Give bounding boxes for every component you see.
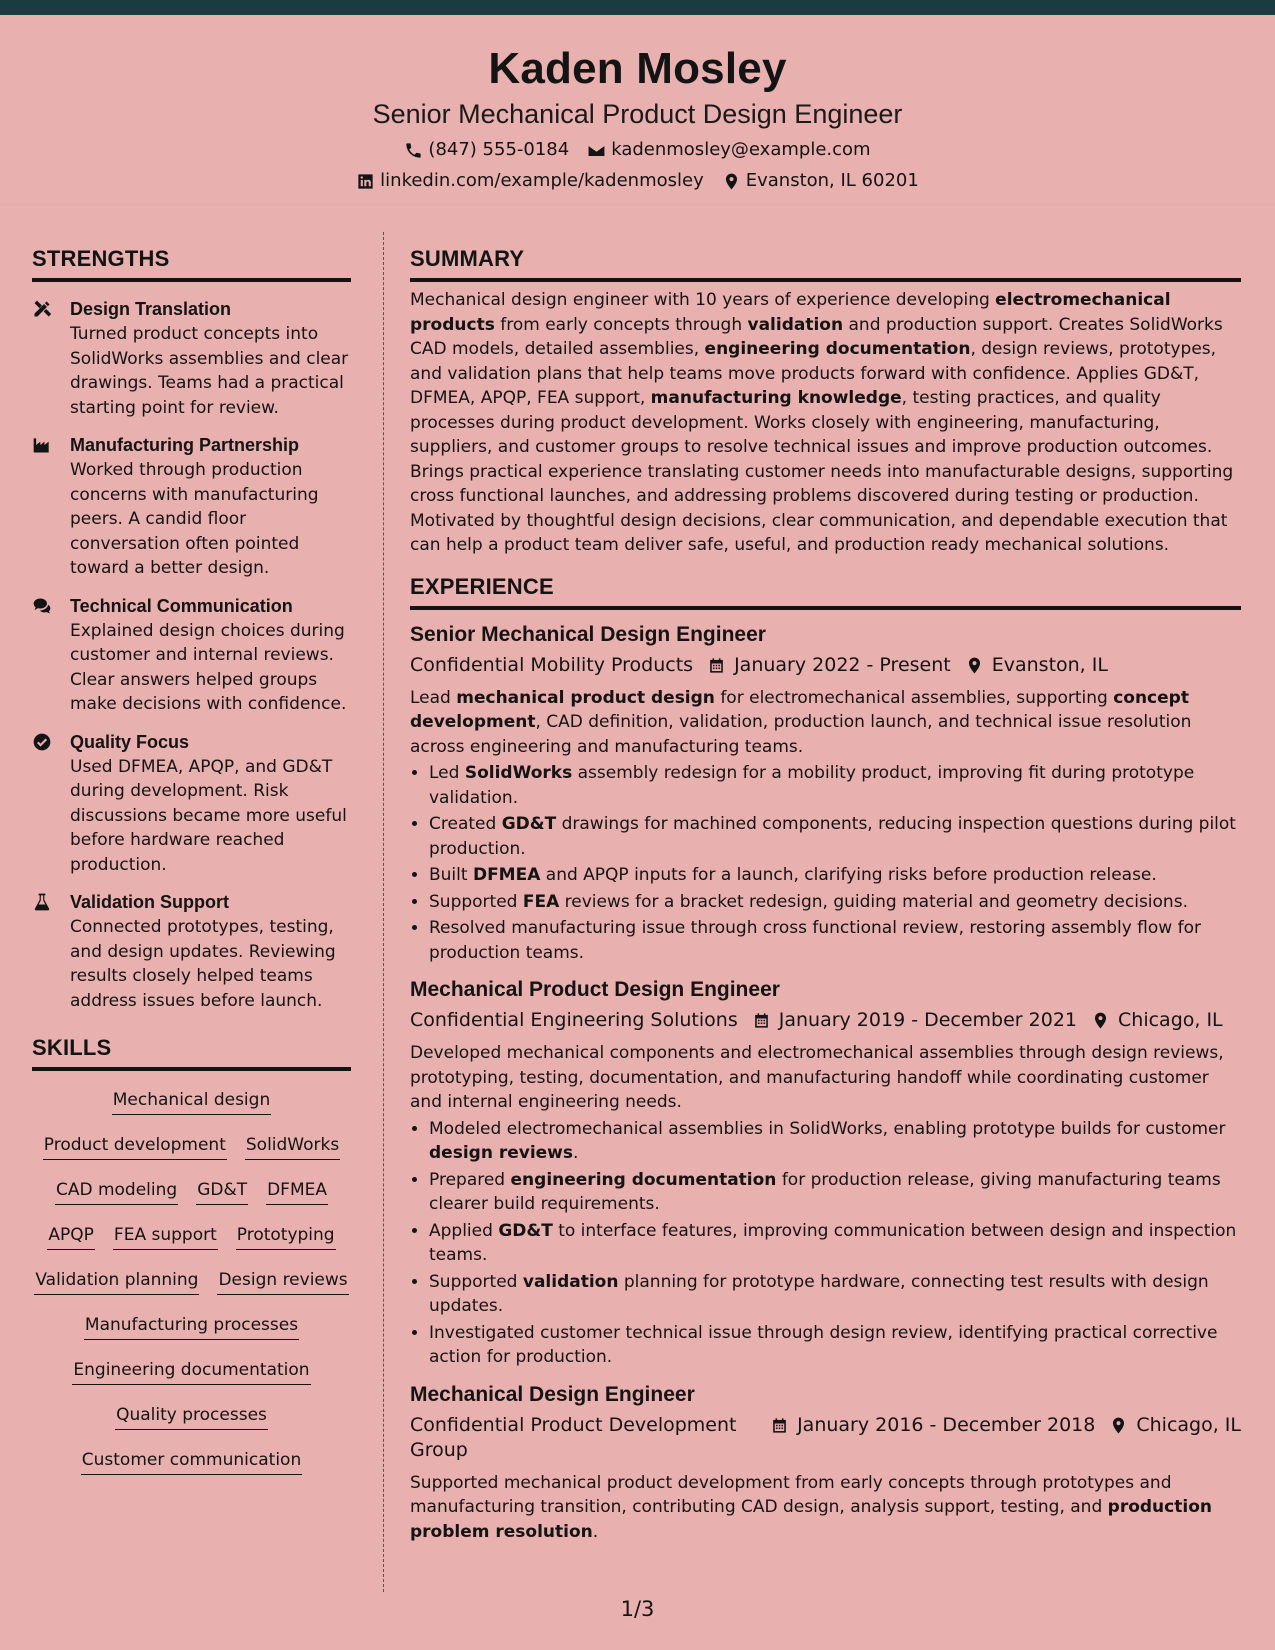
industry-icon <box>32 435 52 455</box>
candidate-name: Kaden Mosley <box>488 44 787 93</box>
skill-tag: Validation planning <box>34 1268 199 1295</box>
skill-row <box>32 1259 351 1304</box>
job-bullets <box>410 761 1241 965</box>
job-title: Senior Mechanical Design Engineer <box>410 622 766 646</box>
job-bullet: • Supported validation planning for prototype hardware, connecting test results with design updates. <box>429 1270 1241 1319</box>
skill-tag: Manufacturing processes <box>84 1313 299 1340</box>
job-title: Mechanical Product Design Engineer <box>410 978 780 1001</box>
skill-tag: Engineering documentation <box>72 1358 310 1385</box>
strength-icon-wrap <box>32 296 58 420</box>
skill-tag: Product development <box>43 1133 227 1160</box>
check-circle-icon <box>32 732 52 752</box>
map-pin-icon <box>722 172 741 191</box>
experience-heading: EXPERIENCE <box>410 572 1241 610</box>
skill-tag: Quality processes <box>115 1403 268 1430</box>
skill-row <box>32 1079 351 1124</box>
top-accent-bar <box>0 0 1275 15</box>
linkedin-text: linkedin.com/example/kadenmosley <box>380 170 704 191</box>
email-text: kadenmosley@example.com <box>611 139 871 160</box>
map-pin-icon <box>965 656 984 675</box>
skills-list <box>32 1079 351 1484</box>
strength-body <box>70 296 351 420</box>
job-bullets <box>410 1117 1241 1370</box>
resume-header <box>0 15 1275 205</box>
strength-body <box>70 729 351 878</box>
flask-icon <box>32 892 52 912</box>
jobs-list <box>410 620 1241 1545</box>
calendar-icon <box>752 1011 771 1030</box>
strength-name: Validation Support <box>70 892 230 912</box>
strength-item <box>32 296 351 420</box>
job-dates-text: January 2016 - December 2018 <box>797 1413 1096 1436</box>
job-location-text: Chicago, IL <box>1118 1009 1223 1031</box>
skill-tag: CAD modeling <box>55 1178 178 1205</box>
strength-body <box>70 593 351 717</box>
skill-tag: APQP <box>47 1223 95 1250</box>
pencil-ruler-icon <box>32 299 52 319</box>
strength-desc: Explained design choices during customer and internal reviews. Clear answers helped groups make decisions with confidence. <box>70 620 347 714</box>
skill-tag: DFMEA <box>266 1178 328 1205</box>
strength-icon-wrap <box>32 889 58 1013</box>
job-dates-text: January 2019 - December 2021 <box>778 1009 1078 1031</box>
skill-tag: GD&T <box>196 1178 248 1205</box>
calendar-icon <box>770 1416 789 1435</box>
job-entry <box>410 975 1241 1370</box>
job-description: Developed mechanical components and electromechanical assemblies through design reviews, prototyping, testing, documentation, and manufacturing handoff while coordinating customer and internal engineering needs. <box>410 1043 1224 1112</box>
job-location <box>965 653 1108 678</box>
job-meta <box>410 653 1241 678</box>
phone-text: (847) 555-0184 <box>428 139 570 160</box>
skill-tag: Design reviews <box>217 1268 348 1295</box>
skill-tag: SolidWorks <box>245 1133 340 1160</box>
strengths-list <box>32 296 351 1013</box>
job-bullet: • Applied GD&T to interface features, improving communication between design and inspection teams. <box>429 1219 1241 1268</box>
skill-row <box>32 1169 351 1214</box>
strength-desc: Connected prototypes, testing, and design updates. Reviewing results closely helped teams address issues before launch. <box>70 917 336 1011</box>
comments-icon <box>32 596 52 616</box>
strength-name: Manufacturing Partnership <box>70 435 300 455</box>
job-entry <box>410 620 1241 966</box>
map-pin-icon <box>1109 1416 1128 1435</box>
job-bullet: • Built DFMEA and APQP inputs for a launch, clarifying risks before production release. <box>429 863 1241 888</box>
map-pin-icon <box>1091 1011 1110 1030</box>
job-bullet: • Supported FEA reviews for a bracket redesign, guiding material and geometry decisions. <box>429 890 1241 915</box>
job-dates <box>752 1008 1077 1033</box>
job-dates <box>770 1413 1095 1438</box>
job-company: Confidential Engineering Solutions <box>410 1009 738 1031</box>
job-location <box>1109 1413 1241 1438</box>
job-description: Lead mechanical product design for electromechanical assemblies, supporting concept development, CAD definition, validation, production launch, and technical issue resolution across engineering and manufacturing teams. <box>410 687 1192 757</box>
job-location-text: Chicago, IL <box>1136 1413 1241 1436</box>
job-meta <box>410 1413 1241 1463</box>
job-location-text: Evanston, IL <box>991 653 1108 676</box>
job-dates <box>707 653 951 678</box>
strength-body <box>70 889 351 1013</box>
job-bullet: • Created GD&T drawings for machined components, reducing inspection questions during pilot production. <box>429 812 1241 861</box>
skills-heading: SKILLS <box>32 1033 351 1071</box>
skill-tag: FEA support <box>113 1223 218 1250</box>
contact-row-2 <box>0 168 1275 194</box>
job-bullet: • Modeled electromechanical assemblies in SolidWorks, enabling prototype builds for customer design reviews. <box>429 1117 1241 1166</box>
job-bullet: • Investigated customer technical issue through design review, identifying practical corrective action for production. <box>429 1321 1241 1370</box>
job-entry <box>410 1380 1241 1545</box>
location-text: Evanston, IL 60201 <box>745 170 919 191</box>
location-contact <box>722 168 919 194</box>
page-number: 1/3 <box>620 1597 655 1621</box>
strength-body <box>70 432 351 581</box>
summary-heading: SUMMARY <box>410 244 1241 282</box>
job-description: Supported mechanical product development from early concepts through prototypes and manufacturing transition, contributing CAD design, analysis support, testing, and production problem resolution. <box>410 1472 1212 1542</box>
strength-desc: Used DFMEA, APQP, and GD&T during development. Risk discussions became more useful before hardware reached production. <box>70 756 347 875</box>
strength-name: Quality Focus <box>70 731 190 752</box>
strength-item <box>32 432 351 581</box>
job-bullet: • Prepared engineering documentation for production release, giving manufacturing teams clearer build requirements. <box>429 1168 1241 1217</box>
envelope-icon <box>587 141 606 160</box>
job-location <box>1091 1008 1223 1033</box>
strength-icon-wrap <box>32 729 58 878</box>
job-company: Confidential Product Development Group <box>410 1413 737 1461</box>
strength-item <box>32 593 351 717</box>
skill-row <box>32 1439 351 1484</box>
strength-name: Design Translation <box>70 299 232 319</box>
calendar-icon <box>707 656 726 675</box>
left-column <box>32 244 351 1484</box>
strength-name: Technical Communication <box>70 595 293 616</box>
skill-tag: Customer communication <box>81 1448 302 1475</box>
phone-contact[interactable] <box>404 137 569 163</box>
skill-row <box>32 1124 351 1169</box>
job-company: Confidential Mobility Products <box>410 653 694 676</box>
job-dates-text: January 2022 - Present <box>734 653 951 676</box>
job-title: Mechanical Design Engineer <box>410 1382 695 1406</box>
skill-row <box>32 1214 351 1259</box>
skill-tag: Mechanical design <box>112 1088 271 1115</box>
strength-item <box>32 729 351 878</box>
strength-icon-wrap <box>32 593 58 717</box>
skill-row <box>32 1304 351 1349</box>
strengths-heading: STRENGTHS <box>32 244 351 282</box>
linkedin-icon <box>356 172 375 191</box>
strength-icon-wrap <box>32 432 58 581</box>
strength-desc: Worked through production concerns with manufacturing peers. A candid floor conversation often pointed toward a better design. <box>70 460 319 578</box>
summary-text: Mechanical design engineer with 10 years of experience developing electromechanical products from early concepts through validation and production support. Creates SolidWorks CAD models, detailed assemblies, engineering documentation, design reviews, prototypes, and validation plans that help teams move products forward with confidence. Applies GD&T, DFMEA, APQP, FEA support, manufacturing knowledge, testing practices, and quality processes during product development. Works closely with engineering, manufacturing, suppliers, and customer groups to resolve technical issues and improve production outcomes. Brings practical experience translating customer needs into manufacturable designs, supporting cross functional launches, and addressing problems discovered during testing or production. Motivated by thoughtful design decisions, clear communication, and dependable execution that can help a product team deliver safe, useful, and production ready mechanical solutions. <box>410 290 1234 555</box>
job-meta <box>410 1008 1241 1033</box>
email-contact[interactable] <box>587 137 870 163</box>
job-bullet: • Led SolidWorks assembly redesign for a mobility product, improving fit during prototype validation. <box>429 761 1241 810</box>
column-divider <box>383 232 384 1592</box>
linkedin-contact[interactable] <box>356 168 704 194</box>
phone-icon <box>404 141 423 160</box>
job-bullet: • Resolved manufacturing issue through cross functional review, restoring assembly flow for production teams. <box>429 916 1241 965</box>
candidate-title: Senior Mechanical Product Design Engineer <box>372 99 903 129</box>
right-column <box>410 244 1241 1544</box>
contact-row-1 <box>0 137 1275 163</box>
strength-desc: Turned product concepts into SolidWorks assemblies and clear drawings. Teams had a practical starting point for review. <box>70 324 349 418</box>
skill-row <box>32 1349 351 1394</box>
skill-tag: Prototyping <box>236 1223 336 1250</box>
skill-row <box>32 1394 351 1439</box>
strength-item <box>32 889 351 1013</box>
